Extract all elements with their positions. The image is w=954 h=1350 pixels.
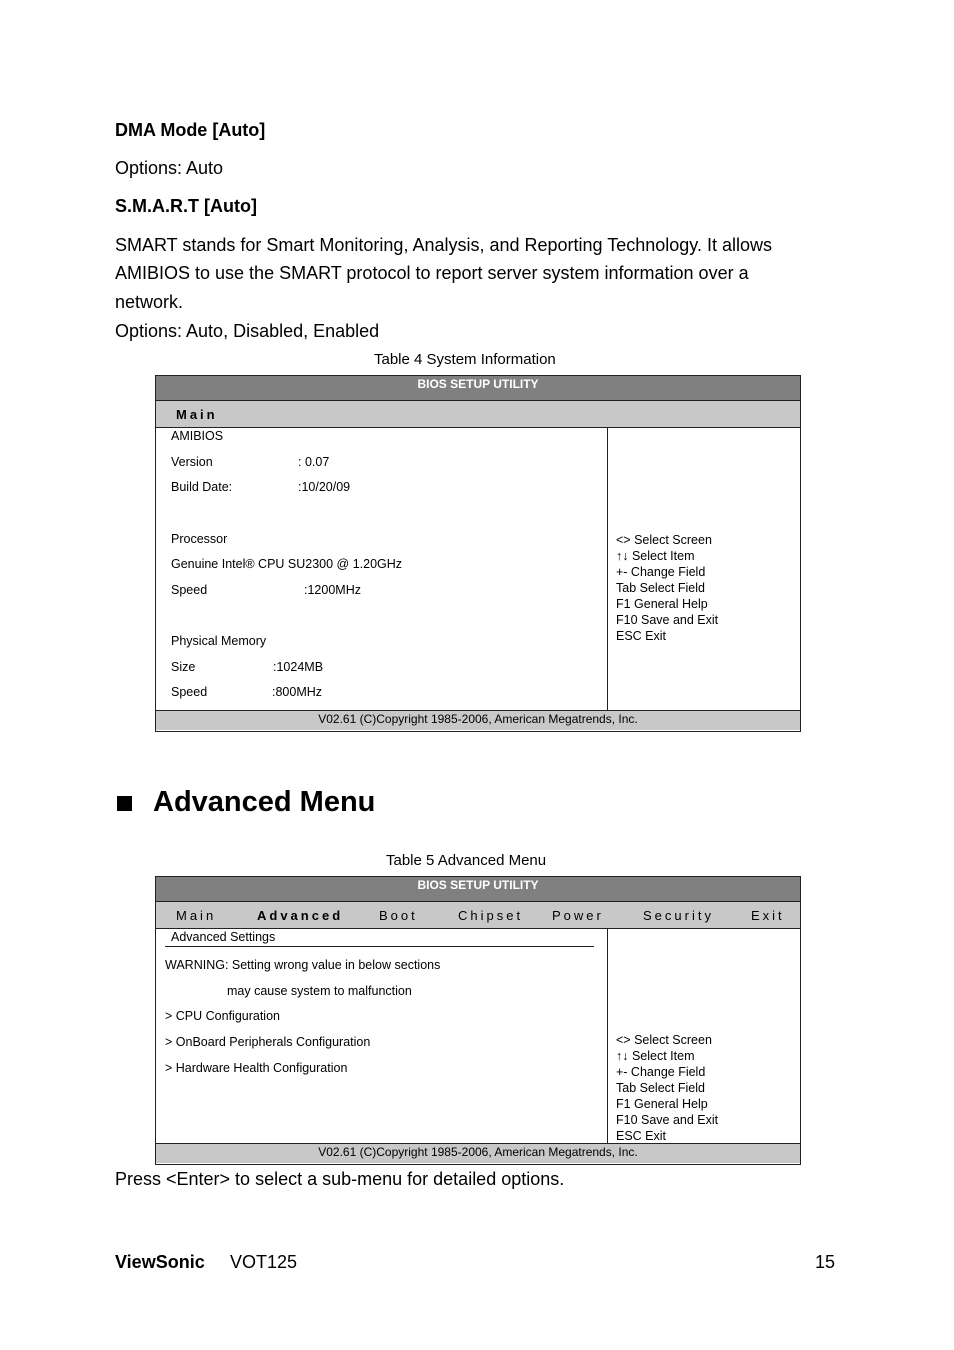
- help-select-screen: <> Select Screen: [616, 1033, 712, 1047]
- version-value: : 0.07: [298, 455, 330, 469]
- smart-desc-line3: network.: [115, 292, 184, 312]
- bios-title: BIOS SETUP UTILITY: [156, 877, 800, 902]
- help-f1: F1 General Help: [616, 597, 708, 611]
- table5-caption: Table 5 Advanced Menu: [386, 852, 547, 869]
- advanced-menu-heading: Advanced Menu: [153, 786, 376, 818]
- press-enter-note: Press <Enter> to select a sub-menu for detailed options.: [115, 1169, 565, 1189]
- help-f10: F10 Save and Exit: [616, 613, 719, 627]
- tab-advanced[interactable]: Advanced: [257, 908, 344, 923]
- smart-options: Options: Auto, Disabled, Enabled: [115, 321, 380, 341]
- smart-desc-line1: SMART stands for Smart Monitoring, Analysis, and Reporting Technology. It allows: [115, 235, 772, 255]
- key-help-list: [616, 532, 718, 644]
- footer-brand: ViewSonic: [115, 1252, 205, 1272]
- bios-advanced-table: [155, 876, 801, 1165]
- memory-size-value: :1024MB: [273, 660, 324, 674]
- warning-line2: may cause system to malfunction: [227, 984, 412, 998]
- bios-left-panel: [156, 929, 608, 1143]
- tab-main[interactable]: Main: [176, 407, 218, 422]
- memory-size-label: Size: [171, 660, 196, 674]
- help-f1: F1 General Help: [616, 1097, 708, 1111]
- build-date-label: Build Date:: [171, 480, 233, 494]
- bios-help-panel: [608, 929, 800, 1143]
- tab-main[interactable]: Main: [176, 908, 217, 923]
- help-tab-select: Tab Select Field: [616, 1081, 705, 1095]
- help-esc: ESC Exit: [616, 1129, 667, 1143]
- footer-model: VOT125: [230, 1252, 298, 1272]
- help-change-field: +- Change Field: [616, 1065, 706, 1079]
- table4-caption: Table 4 System Information: [374, 351, 556, 368]
- tab-exit[interactable]: Exit: [751, 908, 785, 923]
- smart-heading: S.M.A.R.T [Auto]: [115, 196, 257, 216]
- memory-speed-label: Speed: [171, 685, 208, 699]
- build-date-value: :10/20/09: [298, 480, 351, 494]
- tab-power[interactable]: Power: [552, 908, 604, 923]
- page-number: 15: [815, 1252, 836, 1272]
- help-esc: ESC Exit: [616, 629, 667, 643]
- bios-title: BIOS SETUP UTILITY: [156, 376, 800, 401]
- help-tab-select: Tab Select Field: [616, 581, 705, 595]
- help-select-screen: <> Select Screen: [616, 533, 712, 547]
- bios-copyright: V02.61 (C)Copyright 1985-2006, American Megatrends, Inc.: [156, 710, 800, 730]
- bios-tab-bar: [156, 401, 800, 428]
- cpu-speed-label: Speed: [171, 583, 208, 597]
- amibios-label: AMIBIOS: [171, 429, 224, 443]
- help-select-item: ↑↓ Select Item: [616, 549, 695, 563]
- cpu-speed-value: :1200MHz: [304, 583, 361, 597]
- processor-label: Processor: [171, 532, 228, 546]
- tab-boot[interactable]: Boot: [379, 908, 418, 923]
- settings-divider: [165, 946, 594, 947]
- tab-chipset[interactable]: Chipset: [458, 908, 524, 923]
- bios-left-panel: [156, 428, 608, 710]
- bullet-square-icon: [117, 796, 132, 816]
- key-help-list: [616, 1032, 718, 1144]
- bios-copyright: V02.61 (C)Copyright 1985-2006, American Megatrends, Inc.: [156, 1143, 800, 1163]
- cpu-name: Genuine Intel® CPU SU2300 @ 1.20GHz: [171, 557, 403, 571]
- bios-tab-bar: [156, 902, 800, 929]
- warning-line1: WARNING: Setting wrong value in below sections: [165, 958, 441, 972]
- bios-system-info-table: [155, 375, 801, 732]
- dma-options: Options: Auto: [115, 158, 224, 178]
- advanced-settings-label: Advanced Settings: [171, 930, 276, 944]
- dma-mode-heading: DMA Mode [Auto]: [115, 120, 266, 140]
- help-f10: F10 Save and Exit: [616, 1113, 719, 1127]
- menu-item-cpu-configuration[interactable]: > CPU Configuration: [165, 1009, 280, 1023]
- menu-item-onboard-peripherals[interactable]: > OnBoard Peripherals Configuration: [165, 1035, 371, 1049]
- version-label: Version: [171, 455, 213, 469]
- bios-help-panel: [608, 428, 800, 710]
- smart-desc-line2: AMIBIOS to use the SMART protocol to report server system information over a: [115, 263, 749, 283]
- tab-security[interactable]: Security: [643, 908, 714, 923]
- help-select-item: ↑↓ Select Item: [616, 1049, 695, 1063]
- memory-speed-value: :800MHz: [272, 685, 323, 699]
- menu-item-hardware-health[interactable]: > Hardware Health Configuration: [165, 1061, 348, 1075]
- physical-memory-label: Physical Memory: [171, 634, 267, 648]
- help-change-field: +- Change Field: [616, 565, 706, 579]
